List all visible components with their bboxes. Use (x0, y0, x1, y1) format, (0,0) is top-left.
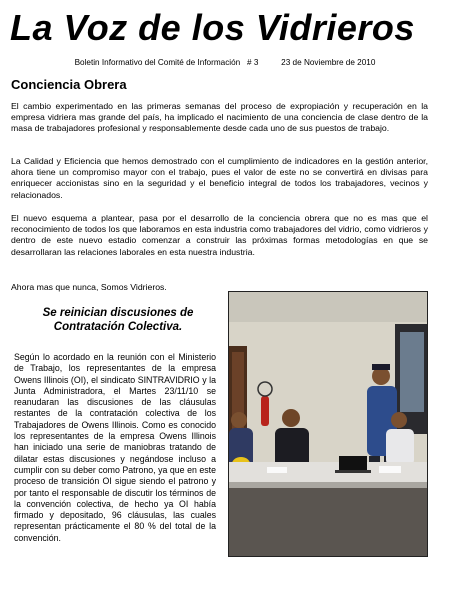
paragraph: El nuevo esquema a plantear, pasa por el desarrollo de la conciencia obrera que no es mas que el reconocimiento de todos los que laboramos en esta industria como trabajadores del vidrio, como vidrieros y dentro de este nuevo estadio comenzar a construir las próximas formas metodologías en que se desarrollaran las relaciones laborales en esta nuestra industria. (11, 213, 428, 257)
paragraph: La Calidad y Eficiencia que hemos demostrado con el cumplimiento de indicadores en la gestión anterior, ahora tiene un compromiso mayor con el trabajo, pues el valor de este no se convertirá en divisas para enriquecer accionistas sino en la seguridad y el beneficio integral de todos los trabajadores, vecinos y relacionados. (11, 156, 428, 200)
article-body: Según lo acordado en la reunión con el Ministerio de Trabajo, los representantes de la empresa Owens Illinois (OI), el sindicato SINTRAVIDRIO y la Junta Administradora, el Martes 23/11/10 se reanudaran las discusiones de las cláusulas restantes de la contratación colectiva de los Trabajadores de Owens Illinois. Como es conocido los representantes de la empresa Owens Illinois han iniciado una serie de maniobras tratando de dilatar estas discusiones y negándose incluso a cumplir con su deber como Patrono, ya que en este proceso de transición OI sigue siendo el patrono y por tanto el responsable de discutir los términos de la convención colectiva, de hecho ya OI había firmado y depositado, 96 cláusulas, las cuales representan prácticamente el 80 % del total de la convención. (14, 352, 216, 543)
section-title: Conciencia Obrera (11, 77, 127, 92)
meeting-photo (228, 291, 428, 557)
newsletter-subline: Boletin Informativo del Comité de Información # 3 23 de Noviembre de 2010 (74, 58, 376, 67)
paragraph: Ahora mas que nunca, Somos Vidrieros. (11, 282, 167, 292)
article-headline: Se reinician discusiones de Contratación Colectiva. (42, 307, 194, 333)
newsletter-title: La Voz de los Vidrieros (10, 7, 415, 48)
meeting-photo-illustration (229, 292, 427, 556)
paragraph: El cambio experimentado en las primeras semanas del proceso de expropiación y recuperación en la empresa vidriera mas grande del país, ha implicado el nacimiento de una conciencia de clase dentro de la masa de trabajadores profesional y responsablemente desde cada uno de sus puestos de trabajo. (11, 101, 428, 134)
